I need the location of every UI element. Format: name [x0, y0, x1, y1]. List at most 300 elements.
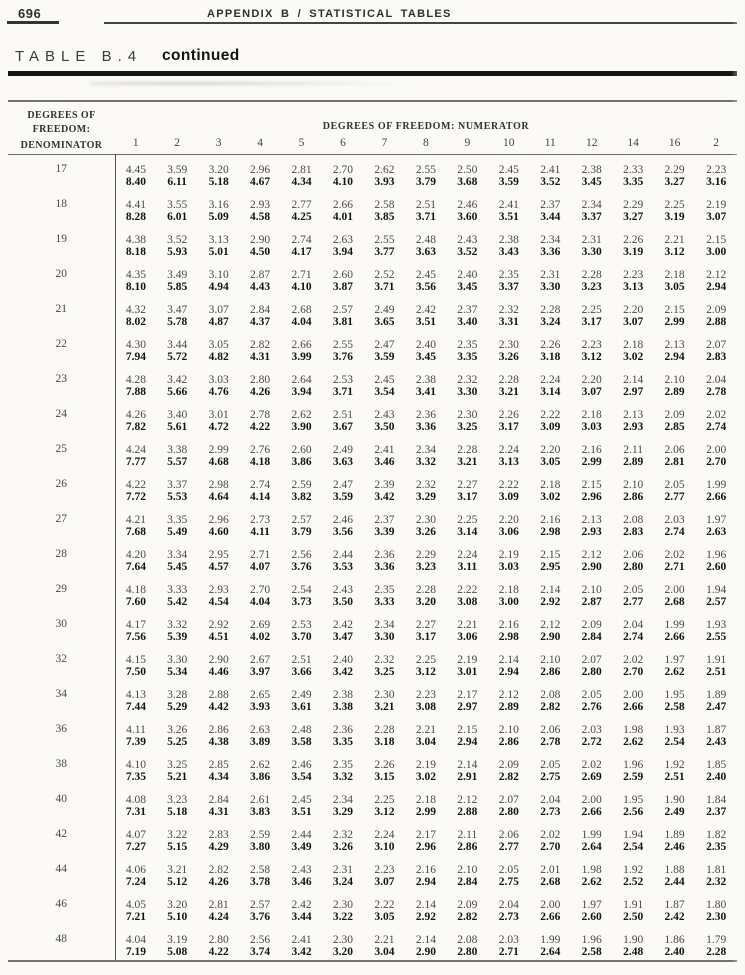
f-value-01: 3.71: [415, 210, 436, 223]
f-value-01: 3.85: [374, 210, 395, 223]
f-value-01: 2.68: [540, 875, 561, 888]
f-value-05: 2.08: [540, 689, 561, 701]
column-number-header: 10: [503, 136, 515, 149]
f-value-05: 2.57: [291, 514, 312, 526]
f-value-01: 3.41: [415, 385, 436, 398]
f-value-05: 2.32: [498, 304, 519, 316]
f-value-05: 4.08: [125, 794, 147, 806]
f-value-01: 2.71: [664, 560, 685, 573]
page-number: 696: [18, 6, 42, 21]
f-value-01: 3.17: [415, 630, 436, 643]
f-row-lower: [8, 667, 737, 680]
f-value-05: 2.80: [250, 374, 271, 386]
f-value-01: 3.78: [250, 875, 271, 888]
header-rule: [104, 22, 737, 24]
df-denominator-cell: 27: [8, 505, 115, 540]
f-row-lower: [8, 527, 737, 540]
df-denominator-cell: 19: [8, 225, 115, 260]
f-value-01: 7.82: [125, 420, 147, 433]
f-value-01: 2.74: [706, 420, 727, 433]
f-value-05: 2.02: [581, 759, 602, 771]
f-row-lower: [8, 317, 737, 330]
f-value-05: 2.35: [332, 759, 354, 771]
f-value-05: 3.13: [208, 234, 229, 246]
f-row-lower: [8, 912, 737, 925]
f-value-05: 2.92: [208, 619, 229, 631]
f-value-05: 2.13: [581, 514, 602, 526]
df-denominator-cell: 18: [8, 190, 115, 225]
f-value-05: 2.34: [374, 619, 395, 631]
f-value-05: 2.38: [332, 689, 354, 701]
f-value-05: 2.02: [706, 409, 727, 421]
f-value-01: 3.39: [374, 525, 395, 538]
f-value-05: 2.44: [291, 829, 312, 841]
f-value-05: 1.79: [706, 934, 727, 946]
f-value-05: 2.57: [332, 304, 354, 316]
f-value-01: 3.93: [250, 700, 271, 713]
f-value-01: 2.81: [664, 455, 685, 468]
f-value-05: 2.85: [208, 759, 229, 771]
table-label: TABLE B.4: [15, 48, 143, 65]
f-value-05: 3.20: [208, 164, 229, 176]
f-value-05: 2.48: [415, 234, 436, 246]
f-value-01: 4.24: [208, 910, 229, 923]
f-value-05: 1.95: [623, 794, 644, 806]
f-value-01: 2.78: [540, 735, 561, 748]
f-value-01: 3.25: [457, 420, 478, 433]
f-value-05: 2.95: [208, 549, 229, 561]
f-value-05: 1.92: [623, 864, 644, 876]
f-value-01: 2.46: [664, 840, 685, 853]
f-value-05: 3.37: [167, 479, 188, 491]
f-value-01: 7.31: [125, 805, 147, 818]
f-value-01: 2.66: [706, 490, 727, 503]
df-denominator-cell: 36: [8, 715, 115, 750]
f-value-01: 4.26: [208, 875, 229, 888]
f-value-01: 3.17: [581, 315, 602, 328]
f-value-05: 4.45: [125, 164, 147, 176]
f-value-01: 3.79: [415, 175, 436, 188]
df-denominator-cell: 46: [8, 890, 115, 925]
f-value-01: 2.99: [415, 805, 436, 818]
f-value-01: 7.50: [125, 665, 147, 678]
f-value-01: 2.71: [498, 945, 519, 958]
table-continued-label: continued: [162, 47, 240, 64]
table-head: [8, 101, 737, 154]
f-value-05: 2.22: [374, 899, 395, 911]
f-value-05: 2.59: [250, 829, 271, 841]
f-row-lower: [8, 177, 737, 190]
f-value-05: 3.44: [167, 339, 188, 351]
f-row-lower: [8, 282, 737, 295]
f-value-01: 3.53: [332, 560, 354, 573]
f-value-01: 3.63: [332, 455, 354, 468]
f-value-01: 4.34: [208, 770, 229, 783]
f-value-05: 2.84: [208, 794, 229, 806]
f-row-lower: [8, 597, 737, 610]
df-denominator-cell: 28: [8, 540, 115, 575]
f-value-01: 4.60: [208, 525, 229, 538]
f-value-05: 2.00: [623, 689, 644, 701]
f-value-01: 2.91: [457, 770, 478, 783]
f-value-01: 3.73: [291, 595, 312, 608]
f-value-01: 3.86: [250, 770, 271, 783]
f-value-05: 2.18: [415, 794, 436, 806]
f-value-01: 7.94: [125, 350, 147, 363]
f-value-01: 3.43: [498, 245, 519, 258]
f-value-01: 3.86: [291, 455, 312, 468]
f-row-upper: [8, 400, 737, 422]
f-row-lower: [8, 352, 737, 365]
f-value-05: 2.37: [374, 514, 395, 526]
f-value-01: 3.31: [498, 315, 519, 328]
f-value-01: 2.66: [623, 700, 644, 713]
column-number-header: 3: [215, 136, 222, 149]
df-denominator-header-line1: DEGREES OF: [27, 110, 96, 121]
f-value-05: 2.19: [498, 549, 519, 561]
f-row-upper: [8, 610, 737, 632]
f-value-01: 3.58: [291, 735, 312, 748]
f-value-01: 5.25: [167, 735, 188, 748]
f-row-lower: [8, 212, 737, 225]
f-value-05: 2.03: [498, 934, 519, 946]
f-value-01: 3.54: [291, 770, 312, 783]
df-denominator-header: [8, 101, 115, 154]
f-value-01: 8.40: [125, 175, 147, 188]
f-value-05: 3.52: [167, 234, 188, 246]
f-row-lower: [8, 842, 737, 855]
f-value-01: 3.56: [415, 280, 436, 293]
f-value-05: 2.30: [415, 514, 436, 526]
f-value-01: 2.80: [457, 945, 478, 958]
f-value-01: 2.68: [664, 595, 685, 608]
f-value-05: 2.66: [332, 199, 354, 211]
f-value-05: 2.40: [415, 339, 436, 351]
column-number-header: 14: [627, 136, 639, 149]
f-row-upper: [8, 330, 737, 352]
f-value-01: 4.87: [208, 315, 229, 328]
f-value-01: 2.80: [623, 560, 644, 573]
f-value-05: 2.18: [664, 269, 685, 281]
f-value-05: 2.15: [457, 724, 478, 736]
f-value-01: 2.98: [540, 525, 561, 538]
f-value-05: 2.53: [291, 619, 312, 631]
f-value-05: 2.06: [540, 724, 561, 736]
f-value-05: 4.13: [125, 689, 147, 701]
f-value-05: 2.13: [664, 339, 685, 351]
f-value-05: 2.14: [498, 654, 519, 666]
f-value-01: 2.86: [540, 665, 561, 678]
f-value-01: 4.67: [250, 175, 271, 188]
f-value-01: 2.90: [581, 560, 602, 573]
f-value-05: 2.08: [457, 934, 478, 946]
f-value-05: 2.27: [415, 619, 436, 631]
f-value-01: 5.42: [167, 595, 188, 608]
f-value-01: 3.40: [457, 315, 478, 328]
f-value-05: 2.38: [581, 164, 602, 176]
f-value-01: 7.35: [125, 770, 147, 783]
f-value-05: 2.43: [291, 864, 312, 876]
f-value-01: 3.16: [706, 175, 727, 188]
f-value-05: 1.82: [706, 829, 727, 841]
f-value-05: 3.28: [167, 689, 188, 701]
f-value-01: 4.54: [208, 595, 229, 608]
f-value-05: 3.25: [167, 759, 188, 771]
f-value-05: 2.90: [250, 234, 271, 246]
f-value-05: 2.09: [706, 304, 727, 316]
f-value-05: 2.04: [540, 794, 561, 806]
f-value-01: 5.08: [167, 945, 188, 958]
f-value-05: 1.89: [706, 689, 727, 701]
f-value-01: 3.10: [374, 840, 395, 853]
f-value-05: 2.16: [540, 514, 561, 526]
f-value-05: 2.49: [374, 304, 395, 316]
f-value-05: 2.10: [623, 479, 644, 491]
df-denominator-cell: 20: [8, 260, 115, 295]
f-value-05: 3.22: [167, 829, 188, 841]
f-value-05: 3.07: [208, 304, 229, 316]
f-value-01: 2.54: [664, 735, 685, 748]
f-value-01: 3.82: [291, 490, 312, 503]
f-row-upper: [8, 540, 737, 562]
f-value-01: 2.94: [706, 280, 727, 293]
df-denominator-cell: 34: [8, 680, 115, 715]
f-value-01: 2.97: [457, 700, 478, 713]
f-value-05: 2.22: [498, 479, 519, 491]
f-value-05: 2.71: [291, 269, 312, 281]
f-value-05: 1.99: [540, 934, 561, 946]
f-value-05: 3.35: [167, 514, 188, 526]
f-value-01: 2.49: [664, 805, 685, 818]
f-value-01: 5.78: [167, 315, 188, 328]
f-value-05: 4.06: [125, 864, 147, 876]
f-value-01: 2.73: [498, 910, 519, 923]
f-value-05: 2.36: [374, 549, 395, 561]
f-value-05: 1.88: [664, 864, 685, 876]
f-value-05: 2.84: [250, 304, 271, 316]
f-row-lower: [8, 807, 737, 820]
f-value-01: 2.62: [623, 735, 644, 748]
f-value-05: 2.78: [250, 409, 271, 421]
f-value-05: 2.26: [374, 759, 395, 771]
f-value-05: 2.50: [457, 164, 478, 176]
f-value-01: 5.29: [167, 700, 188, 713]
f-value-05: 2.43: [457, 234, 478, 246]
f-value-01: 5.09: [208, 210, 229, 223]
f-value-05: 2.18: [581, 409, 602, 421]
f-value-01: 5.15: [167, 840, 188, 853]
caption-thick-rule: [8, 71, 737, 76]
f-value-01: 4.11: [250, 525, 270, 538]
f-value-01: 7.68: [125, 525, 147, 538]
f-value-01: 3.13: [623, 280, 644, 293]
f-value-01: 2.98: [498, 630, 519, 643]
f-value-05: 2.16: [581, 444, 602, 456]
f-value-05: 2.32: [457, 374, 478, 386]
f-value-01: 3.12: [415, 665, 436, 678]
f-value-05: 2.06: [664, 444, 685, 456]
f-row-upper: [8, 225, 737, 247]
f-value-05: 3.32: [167, 619, 188, 631]
f-value-05: 4.41: [125, 199, 147, 211]
f-value-01: 2.32: [706, 875, 727, 888]
f-value-05: 2.25: [457, 514, 478, 526]
f-value-05: 1.98: [623, 724, 644, 736]
df-denominator-cell: 48: [8, 925, 115, 961]
f-value-01: 3.12: [374, 805, 395, 818]
df-denominator-cell: 23: [8, 365, 115, 400]
f-value-05: 2.33: [623, 164, 644, 176]
f-value-05: 2.28: [374, 724, 395, 736]
f-value-01: 3.15: [374, 770, 395, 783]
f-value-05: 2.51: [332, 409, 354, 421]
f-value-05: 2.64: [291, 374, 312, 386]
f-value-01: 2.70: [706, 455, 727, 468]
f-value-05: 2.87: [250, 269, 271, 281]
f-value-05: 2.43: [332, 584, 354, 596]
f-value-01: 2.52: [623, 875, 644, 888]
f-value-05: 3.49: [167, 269, 188, 281]
f-value-01: 2.88: [457, 805, 478, 818]
f-value-05: 2.26: [623, 234, 644, 246]
f-value-05: 2.30: [374, 689, 395, 701]
f-value-05: 2.40: [457, 269, 478, 281]
f-value-01: 2.82: [498, 770, 519, 783]
f-value-05: 2.19: [457, 654, 478, 666]
f-value-01: 3.05: [664, 280, 685, 293]
f-value-05: 2.96: [208, 514, 229, 526]
f-value-01: 3.94: [291, 385, 312, 398]
f-value-01: 7.39: [125, 735, 147, 748]
f-value-01: 2.92: [415, 910, 436, 923]
f-value-05: 2.60: [291, 444, 312, 456]
column-number-header: 16: [668, 136, 681, 149]
f-value-01: 3.04: [374, 945, 395, 958]
df-denominator-cell: 17: [8, 154, 115, 190]
f-value-01: 3.23: [581, 280, 602, 293]
f-value-05: 4.07: [125, 829, 147, 841]
f-value-01: 2.70: [540, 840, 561, 853]
f-row-lower: [8, 737, 737, 750]
f-value-05: 2.34: [332, 794, 354, 806]
f-value-01: 4.76: [208, 385, 229, 398]
f-value-01: 5.45: [167, 560, 188, 573]
f-value-01: 3.59: [498, 175, 519, 188]
f-value-01: 4.04: [250, 595, 271, 608]
df-denominator-header-line3: DENOMINATOR: [20, 140, 103, 151]
f-value-01: 2.99: [664, 315, 685, 328]
f-value-05: 2.20: [540, 444, 561, 456]
f-value-05: 2.02: [540, 829, 561, 841]
f-value-01: 3.68: [457, 175, 478, 188]
f-value-05: 2.22: [540, 409, 561, 421]
f-value-05: 2.54: [291, 584, 312, 596]
f-value-05: 4.35: [125, 269, 147, 281]
f-value-01: 4.26: [250, 385, 271, 398]
f-value-05: 3.30: [167, 654, 188, 666]
f-value-05: 2.24: [540, 374, 561, 386]
f-value-01: 3.45: [457, 280, 478, 293]
f-value-01: 3.19: [664, 210, 685, 223]
f-value-01: 3.21: [498, 385, 519, 398]
f-value-05: 1.85: [706, 759, 727, 771]
f-value-05: 3.10: [208, 269, 229, 281]
f-value-05: 2.52: [374, 269, 395, 281]
f-value-05: 2.99: [208, 444, 229, 456]
f-value-01: 3.60: [457, 210, 478, 223]
f-value-05: 2.36: [415, 409, 436, 421]
f-value-01: 3.18: [540, 350, 561, 363]
f-value-01: 2.90: [415, 945, 436, 958]
f-value-05: 2.04: [706, 374, 727, 386]
df-denominator-cell: 24: [8, 400, 115, 435]
f-value-05: 3.21: [167, 864, 188, 876]
table-body: [8, 154, 737, 961]
f-value-01: 5.53: [167, 490, 188, 503]
f-value-01: 3.61: [291, 700, 312, 713]
f-value-05: 2.69: [250, 619, 271, 631]
f-value-01: 2.95: [540, 560, 561, 573]
f-value-01: 2.93: [581, 525, 602, 538]
f-value-01: 3.35: [332, 735, 354, 748]
f-value-01: 7.27: [125, 840, 147, 853]
f-value-01: 7.88: [125, 385, 147, 398]
f-value-01: 2.76: [581, 700, 602, 713]
column-number-header: 6: [340, 136, 346, 149]
f-value-05: 2.10: [540, 654, 561, 666]
f-value-01: 3.35: [457, 350, 478, 363]
f-row-upper: [8, 680, 737, 702]
f-row-upper: [8, 645, 737, 667]
f-value-01: 2.94: [457, 735, 478, 748]
df-numerator-header: DEGREES OF FREEDOM: NUMERATOR: [322, 120, 530, 132]
f-value-05: 2.42: [415, 304, 436, 316]
f-value-05: 2.05: [540, 759, 561, 771]
f-value-01: 4.57: [208, 560, 229, 573]
f-value-05: 2.12: [706, 269, 727, 281]
f-value-01: 2.82: [457, 910, 478, 923]
f-value-01: 4.51: [208, 630, 229, 643]
f-value-01: 3.06: [498, 525, 519, 538]
f-value-01: 4.46: [208, 665, 229, 678]
f-value-01: 2.96: [581, 490, 602, 503]
f-value-05: 2.96: [250, 164, 271, 176]
f-value-01: 2.54: [623, 840, 644, 853]
f-value-01: 3.79: [291, 525, 312, 538]
f-value-01: 3.36: [374, 560, 395, 573]
f-value-01: 3.12: [581, 350, 602, 363]
f-value-05: 1.80: [706, 899, 727, 911]
f-value-05: 2.31: [581, 234, 602, 246]
f-value-05: 1.96: [623, 759, 644, 771]
f-value-05: 2.77: [291, 199, 312, 211]
f-value-05: 2.30: [498, 339, 519, 351]
f-value-05: 2.28: [581, 269, 602, 281]
f-value-05: 2.32: [415, 479, 436, 491]
column-number-row: [8, 132, 737, 155]
f-value-05: 2.02: [623, 654, 644, 666]
f-value-05: 2.07: [706, 339, 727, 351]
f-value-05: 2.04: [498, 899, 519, 911]
f-value-05: 2.81: [291, 164, 312, 176]
f-value-01: 2.58: [664, 700, 685, 713]
f-value-05: 2.29: [664, 164, 685, 176]
f-value-05: 2.47: [332, 479, 354, 491]
df-denominator-cell: 26: [8, 470, 115, 505]
f-value-01: 8.10: [125, 280, 147, 293]
f-value-05: 2.65: [250, 689, 271, 701]
f-value-01: 3.13: [498, 455, 519, 468]
